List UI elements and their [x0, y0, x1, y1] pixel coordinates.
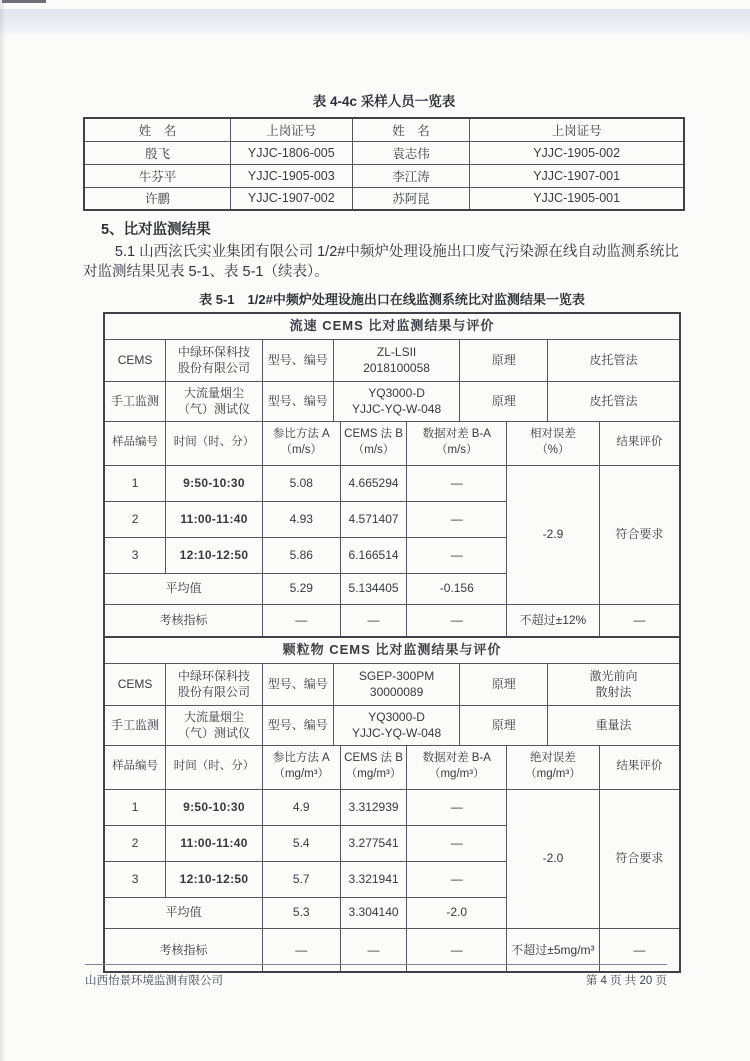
model-serial-cell: ZL-LSII 2018100058: [333, 339, 460, 381]
ref-value: 5.08: [262, 465, 340, 501]
dash-cell: —: [599, 604, 680, 637]
average-label: 平均值: [104, 573, 262, 604]
cert-number: YJJC-1907-002: [230, 187, 352, 210]
ref-value: 4.9: [262, 789, 340, 825]
vendor-cell: 中绿环保科技 股份有限公司: [166, 339, 263, 381]
page: [83, 90, 685, 973]
model-serial-cell: YQ3000-D YJJC-YQ-W-048: [333, 381, 460, 421]
diff-average: -0.156: [407, 573, 507, 604]
col-header-ref: 参比方法 A （m/s）: [262, 421, 340, 465]
sample-no: 3: [104, 537, 166, 573]
manual-label: 手工监测: [104, 705, 166, 745]
diff-value: —: [407, 465, 507, 501]
footer-page-number: 第 4 页 共 20 页: [585, 975, 667, 987]
average-label: 平均值: [104, 897, 262, 928]
col-header-cems: CEMS 法 B （m/s）: [340, 421, 407, 465]
time-range: 12:10-12:50: [166, 861, 263, 897]
table-row: [104, 789, 680, 825]
principle-label: 原理: [460, 705, 548, 745]
table-row: [84, 141, 684, 164]
evaluation-value: 符合要求: [599, 465, 680, 604]
cert-number: YJJC-1907-001: [470, 164, 684, 187]
principle-label: 原理: [460, 339, 548, 381]
scan-artifact-edge: [0, 0, 6, 1061]
personnel-table: [83, 117, 685, 211]
diff-average: -2.0: [407, 897, 507, 928]
model-serial-cell: SGEP-300PM 30000089: [333, 663, 460, 705]
flow-column-header-row: [104, 421, 680, 465]
dash-cell: —: [340, 604, 407, 637]
cems-value: 6.166514: [340, 537, 407, 573]
col-header-eval: 结果评价: [599, 421, 680, 465]
principle-label: 原理: [460, 381, 548, 421]
sample-no: 3: [104, 861, 166, 897]
model-label: 型号、编号: [262, 339, 333, 381]
flow-section-title-row: [104, 313, 680, 339]
assessment-limit: 不超过±5mg/m³: [507, 928, 600, 972]
dash-cell: —: [262, 928, 340, 972]
evaluation-value: 符合要求: [599, 789, 680, 928]
model-label: 型号、编号: [262, 381, 333, 421]
cems-value: 4.571407: [340, 501, 407, 537]
col-header-cert: 上岗证号: [230, 118, 352, 141]
section-5-heading: 5、比对监测结果: [101, 222, 211, 238]
cert-number: YJJC-1806-005: [230, 141, 352, 164]
col-header-name: 姓 名: [352, 118, 470, 141]
cems-average: 5.134405: [340, 573, 407, 604]
section-5-paragraph: 5.1 山西泫氏实业集团有限公司 1/2#中频炉处理设施出口废气污染源在线自动监测系统比对监测结果见表 5-1、表 5-1（续表）。: [83, 244, 679, 280]
sample-no: 1: [104, 789, 166, 825]
sample-no: 2: [104, 501, 166, 537]
relative-error-value: -2.9: [507, 465, 600, 604]
flow-manual-equipment-row: [104, 381, 680, 421]
cems-value: 4.665294: [340, 465, 407, 501]
pm-column-header-row: [104, 745, 680, 789]
pm-section-title-row: [104, 637, 680, 663]
diff-value: —: [407, 789, 507, 825]
cert-number: YJJC-1905-002: [470, 141, 684, 164]
cems-average: 3.304140: [340, 897, 407, 928]
absolute-error-value: -2.0: [507, 789, 600, 928]
principle-value: 激光前向 散射法: [547, 663, 680, 705]
time-range: 12:10-12:50: [166, 537, 263, 573]
ref-value: 5.86: [262, 537, 340, 573]
col-header-error: 绝对误差 （mg/m³）: [507, 745, 600, 789]
dash-cell: —: [407, 604, 507, 637]
vendor-cell: 中绿环保科技 股份有限公司: [166, 663, 263, 705]
cems-value: 3.312939: [340, 789, 407, 825]
instrument-cell: 大流量烟尘 （气）测试仪: [166, 705, 263, 745]
table-51-title: 表 5-1 1/2#中频炉处理设施出口在线监测系统比对监测结果一览表: [199, 292, 585, 307]
col-header-eval: 结果评价: [599, 745, 680, 789]
cems-label: CEMS: [104, 339, 166, 381]
col-header-ref: 参比方法 A （mg/m³）: [262, 745, 340, 789]
model-serial-cell: YQ3000-D YJJC-YQ-W-048: [333, 705, 460, 745]
ref-average: 5.3: [262, 897, 340, 928]
manual-label: 手工监测: [104, 381, 166, 421]
diff-value: —: [407, 501, 507, 537]
col-header-time: 时间（时、分）: [166, 421, 263, 465]
col-header-sample: 样品编号: [104, 421, 166, 465]
person-name: 许鹏: [84, 187, 230, 210]
col-header-diff: 数据对差 B-A （mg/m³）: [407, 745, 507, 789]
diff-value: —: [407, 537, 507, 573]
person-name: 苏阿昆: [352, 187, 470, 210]
col-header-sample: 样品编号: [104, 745, 166, 789]
dash-cell: —: [340, 928, 407, 972]
col-header-time: 时间（时、分）: [166, 745, 263, 789]
principle-value: 皮托管法: [547, 339, 680, 381]
pm-manual-equipment-row: [104, 705, 680, 745]
table-row: [84, 187, 684, 210]
principle-value: 重量法: [547, 705, 680, 745]
comparison-table: [103, 312, 681, 973]
ref-value: 4.93: [262, 501, 340, 537]
col-header-name: 姓 名: [84, 118, 230, 141]
diff-value: —: [407, 861, 507, 897]
table-44c-title: 表 4-4c 采样人员一览表: [312, 94, 456, 109]
person-name: 牛芬平: [84, 164, 230, 187]
scan-artifact-corner: [2, 0, 46, 3]
col-header-cert: 上岗证号: [470, 118, 684, 141]
ref-value: 5.4: [262, 825, 340, 861]
model-label: 型号、编号: [262, 705, 333, 745]
dash-cell: —: [407, 928, 507, 972]
col-header-cems: CEMS 法 B （mg/m³）: [340, 745, 407, 789]
time-range: 11:00-11:40: [166, 825, 263, 861]
cems-value: 3.321941: [340, 861, 407, 897]
personnel-header-row: [84, 118, 684, 141]
flow-cems-equipment-row: [104, 339, 680, 381]
cert-number: YJJC-1905-001: [470, 187, 684, 210]
pm-cems-equipment-row: [104, 663, 680, 705]
ref-average: 5.29: [262, 573, 340, 604]
principle-value: 皮托管法: [547, 381, 680, 421]
assessment-limit: 不超过±12%: [507, 604, 600, 637]
scan-artifact-band: [0, 9, 750, 35]
cems-value: 3.277541: [340, 825, 407, 861]
sample-no: 2: [104, 825, 166, 861]
flow-section-title: 流速 CEMS 比对监测结果与评价: [104, 313, 680, 339]
assessment-label: 考核指标: [104, 604, 262, 637]
dash-cell: —: [599, 928, 680, 972]
time-range: 9:50-10:30: [166, 789, 263, 825]
principle-label: 原理: [460, 663, 548, 705]
cems-label: CEMS: [104, 663, 166, 705]
dash-cell: —: [262, 604, 340, 637]
page-footer: [85, 964, 667, 988]
table-row: [104, 465, 680, 501]
person-name: 李江涛: [352, 164, 470, 187]
person-name: 袁志伟: [352, 141, 470, 164]
assessment-label: 考核指标: [104, 928, 262, 972]
col-header-error: 相对误差 （%）: [507, 421, 600, 465]
footer-company: 山西怡景环境监测有限公司: [85, 975, 223, 987]
col-header-diff: 数据对差 B-A （m/s）: [407, 421, 507, 465]
table-row: [84, 164, 684, 187]
time-range: 9:50-10:30: [166, 465, 263, 501]
person-name: 殷飞: [84, 141, 230, 164]
assessment-row: [104, 604, 680, 637]
sample-no: 1: [104, 465, 166, 501]
pm-section-title: 颗粒物 CEMS 比对监测结果与评价: [104, 637, 680, 663]
instrument-cell: 大流量烟尘 （气）测试仪: [166, 381, 263, 421]
ref-value: 5.7: [262, 861, 340, 897]
cert-number: YJJC-1905-003: [230, 164, 352, 187]
model-label: 型号、编号: [262, 663, 333, 705]
diff-value: —: [407, 825, 507, 861]
time-range: 11:00-11:40: [166, 501, 263, 537]
